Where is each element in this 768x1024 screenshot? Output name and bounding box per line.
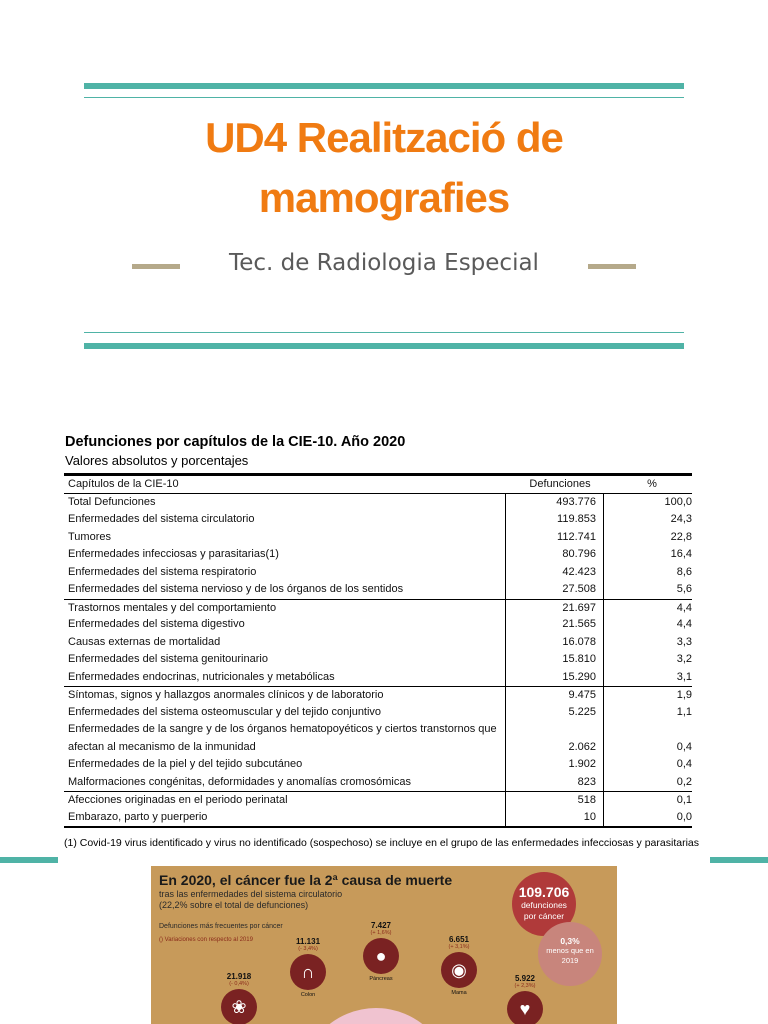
row-deaths: 2.062 <box>568 740 596 753</box>
row-percent: 3,3 <box>676 635 692 648</box>
row-percent: 22,8 <box>670 530 692 543</box>
row-percent: 3,1 <box>676 670 692 683</box>
table-bottom-line <box>64 826 692 828</box>
row-percent: 1,1 <box>676 705 692 718</box>
table-body <box>64 494 692 827</box>
table-row <box>64 774 692 792</box>
row-deaths: 27.508 <box>562 583 596 595</box>
bottom-rule-thick <box>84 343 684 349</box>
organ-breast <box>429 935 489 996</box>
column-divider <box>603 721 604 756</box>
header-chapter: Capítulos de la CIE-10 <box>68 478 179 490</box>
row-deaths: 493.776 <box>556 495 596 508</box>
column-divider <box>603 687 604 704</box>
table-row <box>64 546 692 564</box>
row-percent: 5,6 <box>676 583 692 595</box>
table-row <box>64 686 692 704</box>
table-row <box>64 704 692 722</box>
row-deaths: 112.741 <box>557 530 596 543</box>
table-row <box>64 581 692 599</box>
slide-subtitle: Tec. de Radiologia Especial <box>229 250 539 276</box>
column-divider <box>603 564 604 582</box>
row-deaths: 80.796 <box>562 548 596 560</box>
table-row <box>64 511 692 529</box>
pancreas-icon: ● <box>363 938 399 974</box>
row-percent: 0,1 <box>676 794 692 806</box>
row-deaths: 518 <box>577 794 596 806</box>
row-percent: 24,3 <box>670 513 692 525</box>
variations-label: () Variaciones con respecto al 2019 <box>159 937 253 943</box>
row-chapter: Malformaciones congénitas, deformidades y anomalías cromosómicas <box>68 775 411 788</box>
header-deaths: Defunciones <box>529 478 591 490</box>
row-percent: 0,2 <box>676 775 692 788</box>
row-deaths: 21.697 <box>562 601 596 614</box>
row-chapter: Enfermedades endocrinas, nutricionales y metabólicas <box>68 670 335 683</box>
column-divider <box>603 774 604 792</box>
slide-title: UD4 Realització de mamografies <box>205 114 563 221</box>
cancer-infographic <box>151 866 617 1024</box>
column-divider <box>603 600 604 617</box>
column-divider <box>603 616 604 634</box>
organ-delta: (- 0,4%) <box>229 981 249 987</box>
table-row <box>64 616 692 634</box>
table-row <box>64 564 692 582</box>
row-percent: 4,4 <box>676 601 692 614</box>
organ-name: Mama <box>451 990 467 996</box>
deaths-table <box>64 473 692 828</box>
column-divider <box>603 704 604 722</box>
row-deaths: 823 <box>577 775 596 788</box>
column-divider <box>603 494 604 512</box>
infographic-subtitle <box>159 889 342 911</box>
organ-name: Colon <box>300 992 316 998</box>
row-deaths: 42.423 <box>562 565 596 578</box>
table-row <box>64 634 692 652</box>
table-row <box>64 651 692 669</box>
right-edge-rule <box>710 857 768 863</box>
row-chapter: Síntomas, signos y hallazgos anormales clínicos y de laboratorio <box>68 689 384 701</box>
column-divider <box>603 529 604 547</box>
row-chapter: Enfermedades del sistema genitourinario <box>68 653 268 665</box>
organ-lungs <box>209 972 269 1024</box>
left-edge-rule <box>0 857 58 863</box>
column-divider <box>603 756 604 774</box>
row-deaths: 15.810 <box>562 653 596 665</box>
organ-pancreas <box>351 921 411 982</box>
top-rule-thick <box>84 83 684 89</box>
table-header-row <box>64 476 692 494</box>
row-deaths: 9.475 <box>568 689 596 701</box>
column-divider <box>603 511 604 529</box>
variation-value: 0,3% <box>560 936 580 946</box>
variation-label-line2: 2019 <box>561 956 579 965</box>
organ-value: 5.922 <box>514 974 536 983</box>
row-chapter: Enfermedades infecciosas y parasitarias(1) <box>68 548 279 560</box>
organ-value: 11.131 <box>295 937 321 946</box>
row-deaths: 10 <box>583 810 596 823</box>
row-percent: 0,4 <box>676 740 692 753</box>
row-chapter: Enfermedades del sistema respiratorio <box>68 565 257 578</box>
row-percent: 8,6 <box>676 565 692 578</box>
header-percent: % <box>647 478 657 490</box>
table-row <box>64 599 692 617</box>
column-divider <box>603 809 604 827</box>
row-chapter: Afecciones originadas en el periodo perinatal <box>68 794 288 806</box>
bottom-rule-thin <box>84 332 684 333</box>
variation-label-line1: menos que en <box>546 946 594 955</box>
row-deaths: 15.290 <box>562 670 596 683</box>
subtitle-dash-right <box>588 264 636 269</box>
organ-value: 7.427 <box>370 921 392 930</box>
row-chapter: Tumores <box>68 530 111 543</box>
total-label-line1: defunciones <box>521 900 567 910</box>
organ-prostate <box>495 974 555 1024</box>
column-divider <box>603 581 604 599</box>
row-deaths: 21.565 <box>562 618 596 630</box>
organ-value: 6.651 <box>448 935 470 944</box>
row-percent: 4,4 <box>676 618 692 630</box>
table-row <box>64 809 692 827</box>
table-title: Defunciones por capítulos de la CIE-10. Año 2020 <box>65 434 406 450</box>
row-chapter: Trastornos mentales y del comportamiento <box>68 601 277 614</box>
organ-delta: (+ 1,6%) <box>370 930 392 936</box>
row-percent: 0,0 <box>676 810 692 823</box>
row-chapter: Embarazo, parto y puerperio <box>68 810 208 823</box>
frequent-label: Defunciones más frecuentes por cáncer <box>159 923 283 930</box>
row-percent: 3,2 <box>676 653 692 665</box>
table-row <box>64 721 692 756</box>
row-deaths: 16.078 <box>562 635 596 648</box>
organ-name: Páncreas <box>369 976 393 982</box>
table-subtitle: Valores absolutos y porcentajes <box>65 453 249 468</box>
organ-colon <box>278 937 338 998</box>
row-chapter: Enfermedades de la piel y del tejido subcutáneo <box>68 758 303 770</box>
organ-value: 21.918 <box>226 972 252 981</box>
column-divider <box>603 669 604 687</box>
breast-icon: ◉ <box>441 952 477 988</box>
decorative-arc <box>301 1008 451 1024</box>
infographic-title: En 2020, el cáncer fue la 2ª causa de muerte <box>159 872 453 888</box>
top-rule-thin <box>84 97 684 98</box>
row-percent: 100,0 <box>664 495 692 508</box>
row-chapter: Enfermedades del sistema circulatorio <box>68 513 255 525</box>
table-row <box>64 529 692 547</box>
table-row <box>64 669 692 687</box>
table-row <box>64 756 692 774</box>
subtitle-row <box>84 246 684 286</box>
row-deaths: 5.225 <box>568 705 596 718</box>
column-divider <box>603 792 604 809</box>
row-percent: 0,4 <box>676 758 692 770</box>
prostate-icon: ♥ <box>507 991 543 1024</box>
row-chapter: Enfermedades del sistema osteomuscular y del tejido conjuntivo <box>68 705 382 718</box>
organ-delta: (+ 2,3%) <box>514 983 536 989</box>
table-footnote: (1) Covid-19 virus identificado y virus no identificado (sospechoso) se incluye en el grupo de las enfermedades infecciosas y parasitarias <box>64 837 699 849</box>
column-divider <box>603 651 604 669</box>
row-percent: 16,4 <box>670 548 692 560</box>
row-chapter: Total Defunciones <box>68 495 156 508</box>
total-cancer-deaths: 109.706 <box>518 884 570 900</box>
lungs-icon: ❀ <box>221 989 257 1024</box>
row-chapter: Enfermedades del sistema digestivo <box>68 618 245 630</box>
row-deaths: 1.902 <box>568 758 596 770</box>
colon-icon: ∩ <box>290 954 326 990</box>
row-deaths: 119.853 <box>557 513 596 525</box>
row-chapter: Enfermedades de la sangre y de los órganos hematopoyéticos y ciertos transtornos que afectan al mecanismo de la inmunidad <box>68 723 497 753</box>
infographic-subtitle-line2: (22,2% sobre el total de defunciones) <box>159 900 309 910</box>
organ-delta: (+ 3,1%) <box>448 944 470 950</box>
organ-delta: (- 3,4%) <box>298 946 318 952</box>
table-row <box>64 494 692 512</box>
row-chapter: Causas externas de mortalidad <box>68 635 221 648</box>
column-divider <box>603 546 604 564</box>
infographic-subtitle-line1: tras las enfermedades del sistema circulatorio <box>159 889 343 899</box>
table-row <box>64 791 692 809</box>
total-label-line2: por cáncer <box>523 911 565 921</box>
column-divider <box>603 634 604 652</box>
row-percent: 1,9 <box>676 689 692 701</box>
row-chapter: Enfermedades del sistema nervioso y de los órganos de los sentidos <box>68 583 404 595</box>
